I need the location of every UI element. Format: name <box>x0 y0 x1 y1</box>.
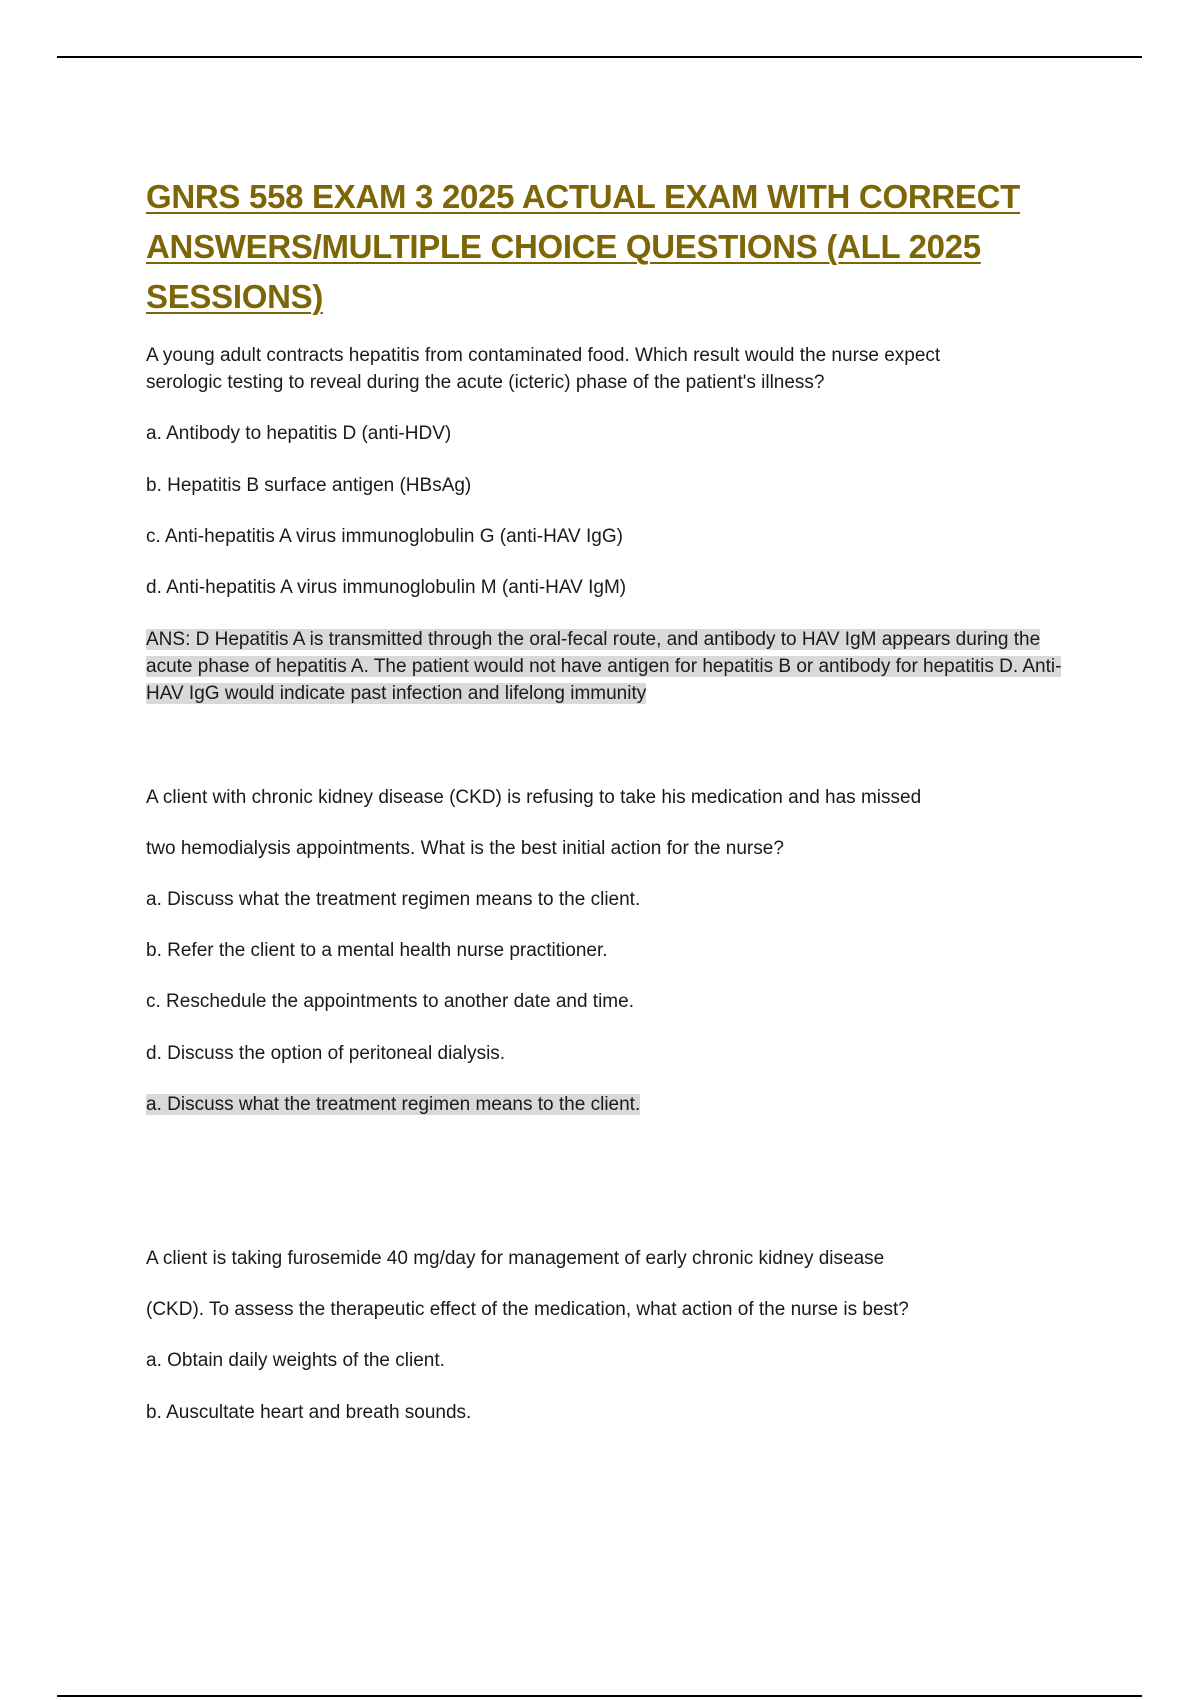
q2-option-c: c. Reschedule the appointments to another date and time. <box>146 991 634 1012</box>
q1-option-b: b. Hepatitis B surface antigen (HBsAg) <box>146 475 472 496</box>
document-title: GNRS 558 EXAM 3 2025 ACTUAL EXAM WITH CORRECT ANSWERS/MULTIPLE CHOICE QUESTIONS (ALL 2025 SESSIONS) <box>146 178 1020 315</box>
q1-option-a: a. Antibody to hepatitis D (anti-HDV) <box>146 423 452 444</box>
q1-option-d: d. Anti-hepatitis A virus immunoglobulin M (anti-HAV IgM) <box>146 577 627 598</box>
q1-answer-explanation <box>146 626 1086 707</box>
bottom-rule <box>57 1695 1142 1697</box>
q3-option-a: a. Obtain daily weights of the client. <box>146 1350 445 1371</box>
q1-stem-line-1: A young adult contracts hepatitis from contaminated food. Which result would the nurse expect <box>146 345 941 366</box>
q2-option-a: a. Discuss what the treatment regimen means to the client. <box>146 889 641 910</box>
q2-option-b: b. Refer the client to a mental health nurse practitioner. <box>146 940 608 961</box>
q2-answer-text: a. Discuss what the treatment regimen means to the client. <box>146 1094 641 1115</box>
q2-stem-line-2: two hemodialysis appointments. What is the best initial action for the nurse? <box>146 838 784 859</box>
q1-option-c: c. Anti-hepatitis A virus immunoglobulin G (anti-HAV IgG) <box>146 526 623 547</box>
q3-stem-line-2: (CKD). To assess the therapeutic effect of the medication, what action of the nurse is best? <box>146 1299 909 1320</box>
top-rule <box>57 56 1142 58</box>
q2-option-d: d. Discuss the option of peritoneal dialysis. <box>146 1043 506 1064</box>
q3-stem-line-1: A client is taking furosemide 40 mg/day for management of early chronic kidney disease <box>146 1248 885 1269</box>
q2-answer <box>146 1091 640 1118</box>
q3-option-b: b. Auscultate heart and breath sounds. <box>146 1402 472 1423</box>
q1-stem-line-2: serologic testing to reveal during the acute (icteric) phase of the patient's illness? <box>146 372 825 393</box>
q1-answer-text: ANS: D Hepatitis A is transmitted through the oral-fecal route, and antibody to HAV IgM appears during the acute phase of hepatitis A. The patient would not have antigen for hepatitis B or antibody for hepatitis D. Anti-HAV IgG would indicate past infection and lifelong immunity <box>146 629 1062 704</box>
q2-stem-line-1: A client with chronic kidney disease (CKD) is refusing to take his medication and has missed <box>146 787 922 808</box>
